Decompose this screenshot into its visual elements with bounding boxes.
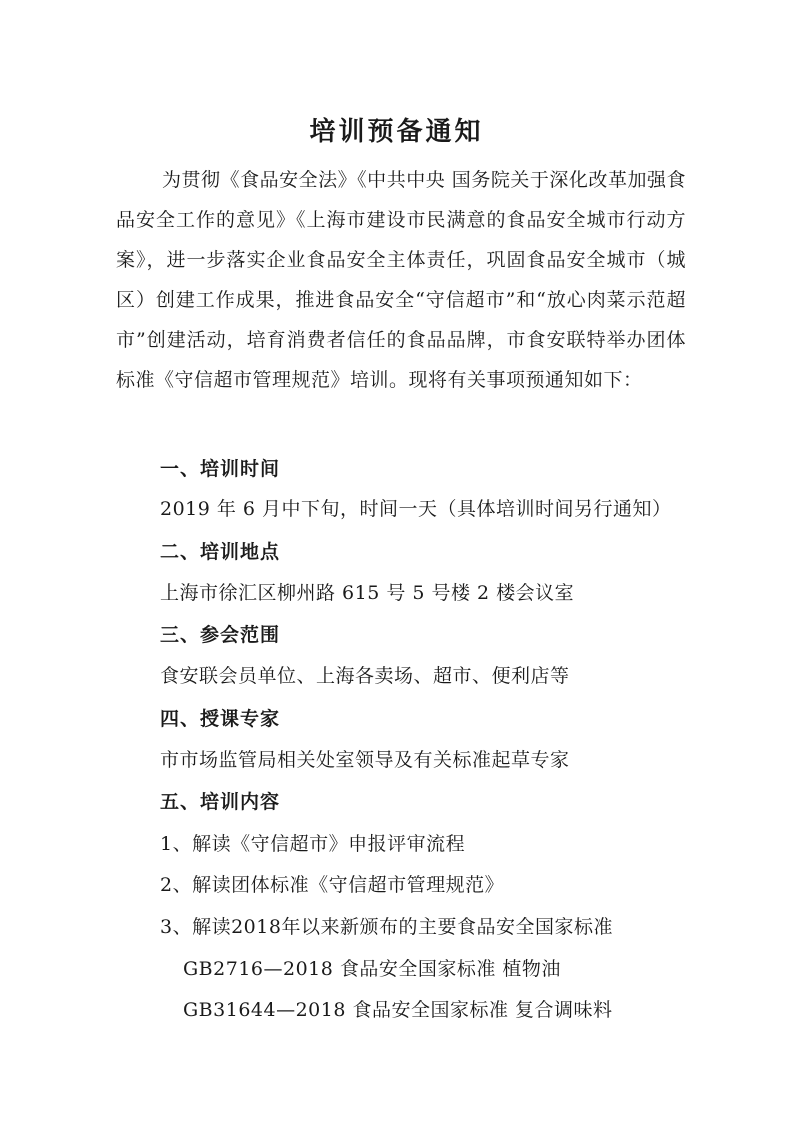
intro-paragraph: 为贯彻《食品安全法》《中共中央 国务院关于深化改革加强食品安全工作的意见》《上海市建设市民满意的食品安全城市行动方案》，进一步落实企业食品安全主体责任，巩固食品安全城市（城区）创建工作成果，推进食品安全“守信超市”和“放心肉菜示范超市”创建活动，培育消费者信任的食品品牌，市食安联特举办团体标准《守信超市管理规范》培训。现将有关事项预通知如下：	[116, 169, 686, 391]
content-sub-item-2: GB31644—2018 食品安全国家标准 复合调味料	[183, 999, 613, 1021]
section-heading-location: 二、培训地点	[160, 541, 281, 563]
section-body-experts: 市市场监管局相关处室领导及有关标准起草专家	[160, 749, 570, 771]
section-heading-time: 一、培训时间	[160, 458, 281, 480]
content-sub-item-1: GB2716—2018 食品安全国家标准 植物油	[183, 958, 561, 980]
section-heading-experts: 四、授课专家	[160, 708, 281, 730]
section-heading-attendees: 三、参会范围	[160, 624, 281, 646]
section-body-location: 上海市徐汇区柳州路 615 号 5 号楼 2 楼会议室	[160, 582, 575, 604]
section-body-time: 2019 年 6 月中下旬，时间一天（具体培训时间另行通知）	[160, 498, 672, 520]
document-title: 培训预备通知	[309, 117, 484, 147]
section-body-attendees: 食安联会员单位、上海各卖场、超市、便利店等	[160, 665, 570, 687]
content-item-3: 3、解读2018年以来新颁布的主要食品安全国家标准	[160, 916, 613, 938]
section-heading-content: 五、培训内容	[160, 791, 281, 813]
content-item-1: 1、解读《守信超市》申报评审流程	[160, 833, 466, 855]
content-item-2: 2、解读团体标准《守信超市管理规范》	[160, 874, 505, 896]
